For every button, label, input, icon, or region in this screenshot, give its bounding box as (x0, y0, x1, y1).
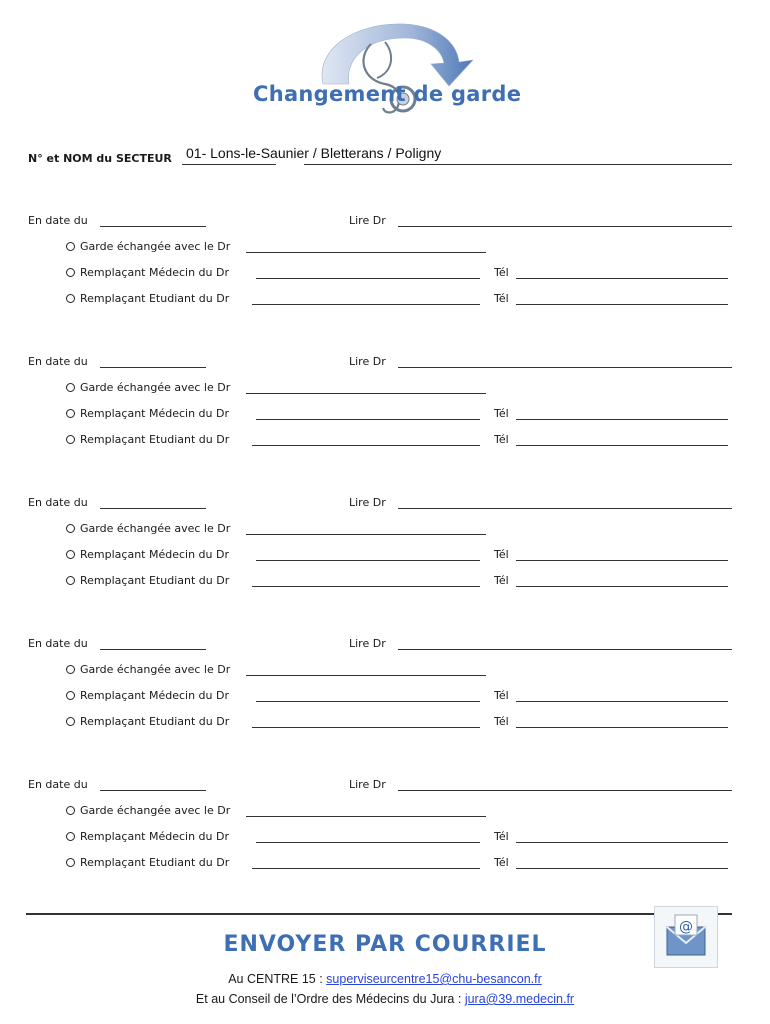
sector-label: N° et NOM du SECTEUR (28, 152, 172, 165)
etudiant-option[interactable]: Remplaçant Etudiant du Dr (66, 715, 229, 728)
lire-label: Lire Dr (349, 778, 386, 791)
lire-field[interactable] (398, 649, 732, 650)
medecin-option[interactable]: Remplaçant Médecin du Dr (66, 548, 229, 561)
tel-label: Tél (494, 548, 509, 561)
medecin-tel-field[interactable] (516, 842, 728, 843)
lire-field[interactable] (398, 790, 732, 791)
exchanged-option[interactable]: Garde échangée avec le Dr (66, 804, 230, 817)
etudiant-tel-field[interactable] (516, 868, 728, 869)
etudiant-field[interactable] (252, 304, 480, 305)
etudiant-option[interactable]: Remplaçant Etudiant du Dr (66, 292, 229, 305)
etudiant-option[interactable]: Remplaçant Etudiant du Dr (66, 856, 229, 869)
etudiant-field[interactable] (252, 868, 480, 869)
footer-divider (26, 913, 732, 915)
radio-icon[interactable] (66, 242, 75, 251)
tel-label: Tél (494, 830, 509, 843)
exchanged-option[interactable]: Garde échangée avec le Dr (66, 663, 230, 676)
date-label: En date du (28, 355, 88, 368)
sector-value[interactable]: 01- Lons-le-Saunier / Bletterans / Poligny (186, 145, 442, 161)
tel-label: Tél (494, 856, 509, 869)
page-title: Changement de garde (253, 82, 522, 106)
lire-field[interactable] (398, 508, 732, 509)
etudiant-tel-field[interactable] (516, 304, 728, 305)
sector-underline (182, 164, 276, 165)
etudiant-field[interactable] (252, 586, 480, 587)
tel-label: Tél (494, 407, 509, 420)
lire-label: Lire Dr (349, 637, 386, 650)
date-field[interactable] (100, 508, 206, 509)
centre-contact-line: Au CENTRE 15 : superviseurcentre15@chu-besancon.fr (228, 972, 542, 986)
radio-icon[interactable] (66, 717, 75, 726)
tel-label: Tél (494, 574, 509, 587)
date-field[interactable] (100, 367, 206, 368)
radio-icon[interactable] (66, 524, 75, 533)
stethoscope-arrow-icon (245, 14, 525, 124)
lire-label: Lire Dr (349, 214, 386, 227)
date-label: En date du (28, 778, 88, 791)
date-field[interactable] (100, 649, 206, 650)
date-label: En date du (28, 496, 88, 509)
radio-icon[interactable] (66, 832, 75, 841)
exchanged-field[interactable] (246, 252, 486, 253)
exchanged-option[interactable]: Garde échangée avec le Dr (66, 240, 230, 253)
radio-icon[interactable] (66, 858, 75, 867)
radio-icon[interactable] (66, 691, 75, 700)
date-field[interactable] (100, 790, 206, 791)
medecin-option[interactable]: Remplaçant Médecin du Dr (66, 407, 229, 420)
medecin-tel-field[interactable] (516, 278, 728, 279)
tel-label: Tél (494, 689, 509, 702)
medecin-tel-field[interactable] (516, 560, 728, 561)
etudiant-tel-field[interactable] (516, 727, 728, 728)
radio-icon[interactable] (66, 383, 75, 392)
radio-icon[interactable] (66, 550, 75, 559)
ordre-contact-line: Et au Conseil de l’Ordre des Médecins du Jura : jura@39.medecin.fr (195, 992, 575, 1006)
send-by-email-heading: ENVOYER PAR COURRIEL (223, 932, 547, 957)
radio-icon[interactable] (66, 294, 75, 303)
etudiant-option[interactable]: Remplaçant Etudiant du Dr (66, 433, 229, 446)
etudiant-tel-field[interactable] (516, 445, 728, 446)
radio-icon[interactable] (66, 806, 75, 815)
medecin-field[interactable] (256, 701, 480, 702)
medecin-option[interactable]: Remplaçant Médecin du Dr (66, 830, 229, 843)
exchanged-field[interactable] (246, 675, 486, 676)
medecin-tel-field[interactable] (516, 701, 728, 702)
medecin-field[interactable] (256, 842, 480, 843)
radio-icon[interactable] (66, 409, 75, 418)
svg-text:@: @ (679, 919, 693, 935)
radio-icon[interactable] (66, 268, 75, 277)
lire-label: Lire Dr (349, 355, 386, 368)
sector-underline (304, 164, 732, 165)
medecin-tel-field[interactable] (516, 419, 728, 420)
date-label: En date du (28, 214, 88, 227)
date-field[interactable] (100, 226, 206, 227)
etudiant-option[interactable]: Remplaçant Etudiant du Dr (66, 574, 229, 587)
lire-field[interactable] (398, 367, 732, 368)
exchanged-field[interactable] (246, 393, 486, 394)
exchanged-field[interactable] (246, 534, 486, 535)
medecin-field[interactable] (256, 560, 480, 561)
medecin-option[interactable]: Remplaçant Médecin du Dr (66, 266, 229, 279)
ordre-email-link[interactable]: jura@39.medecin.fr (464, 992, 575, 1006)
header-logo (245, 14, 525, 124)
exchanged-field[interactable] (246, 816, 486, 817)
centre-email-link[interactable]: superviseurcentre15@chu-besancon.fr (326, 972, 542, 986)
radio-icon[interactable] (66, 435, 75, 444)
date-label: En date du (28, 637, 88, 650)
tel-label: Tél (494, 266, 509, 279)
lire-label: Lire Dr (349, 496, 386, 509)
etudiant-field[interactable] (252, 727, 480, 728)
radio-icon[interactable] (66, 576, 75, 585)
etudiant-tel-field[interactable] (516, 586, 728, 587)
tel-label: Tél (494, 715, 509, 728)
radio-icon[interactable] (66, 665, 75, 674)
medecin-option[interactable]: Remplaçant Médecin du Dr (66, 689, 229, 702)
tel-label: Tél (494, 292, 509, 305)
exchanged-option[interactable]: Garde échangée avec le Dr (66, 522, 230, 535)
exchanged-option[interactable]: Garde échangée avec le Dr (66, 381, 230, 394)
tel-label: Tél (494, 433, 509, 446)
medecin-field[interactable] (256, 278, 480, 279)
etudiant-field[interactable] (252, 445, 480, 446)
lire-field[interactable] (398, 226, 732, 227)
medecin-field[interactable] (256, 419, 480, 420)
